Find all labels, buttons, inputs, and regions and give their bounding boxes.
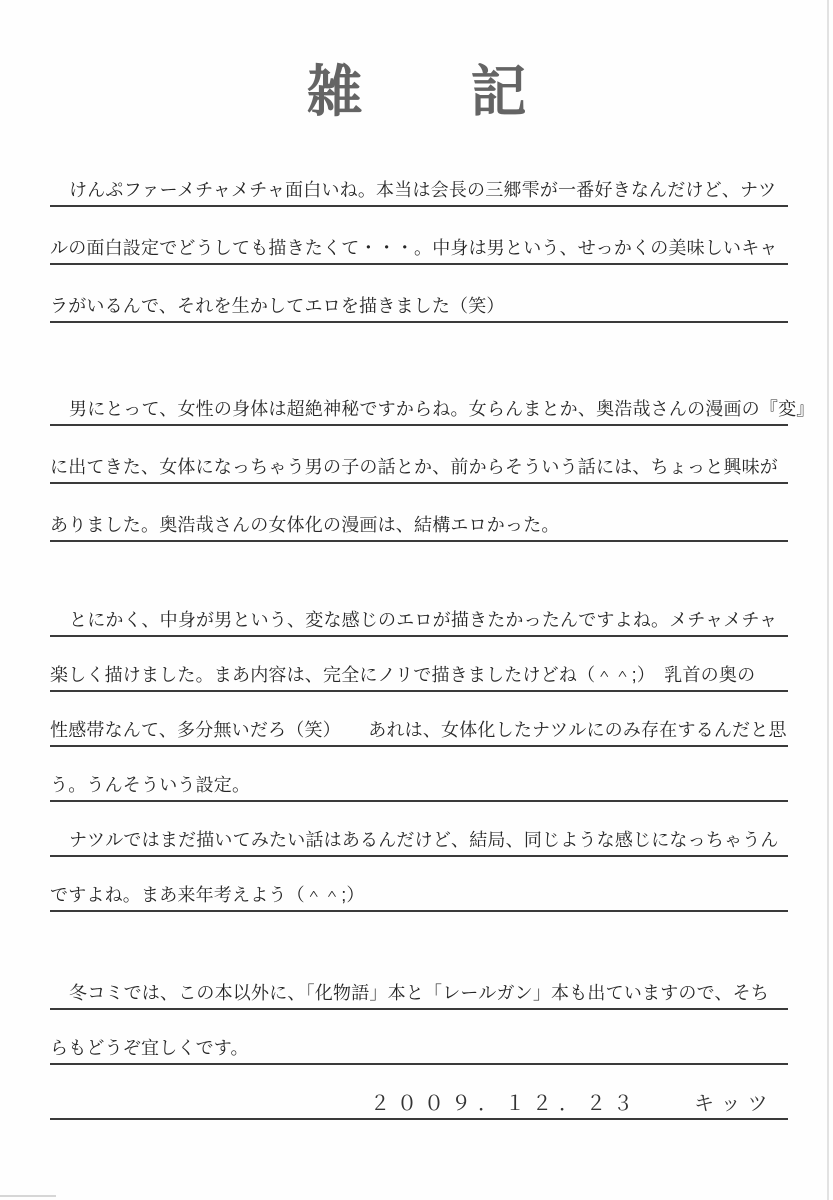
text-line: う。うんそういう設定。: [50, 775, 251, 796]
text-line: ですよね。まあ来年考えよう（＾＾;）: [50, 885, 365, 906]
text-line: 楽しく描けました。まあ内容は、完全にノリで描きましたけどね（＾＾;） 乳首の奥の: [50, 665, 756, 686]
ruled-line: [50, 582, 788, 637]
ruled-line: [50, 207, 788, 265]
scan-edge-right: [827, 0, 829, 1200]
text-line: ルの面白設定でどうしても描きたくて・・・。中身は男という、せっかくの美味しいキャ: [50, 238, 778, 259]
text-line: に出てきた、女体になっちゃう男の子の話とか、前からそういう話には、ちょっと興味が: [50, 457, 778, 478]
paragraph-5-and-date: [50, 955, 788, 1120]
ruled-line: [50, 747, 788, 802]
text-line: とにかく、中身が男という、変な感じのエロが描きたかったんですよね。メチャメチャ: [69, 610, 778, 631]
paragraph-3-and-4: [50, 582, 788, 912]
ruled-line: [50, 1010, 788, 1065]
text-line: 性感帯なんて、多分無いだろ（笑） あれは、女体化したナツルにのみ存在するんだと思: [50, 720, 787, 741]
paragraph-2: [50, 368, 815, 542]
date-signature: ２００９．１２．２３ キッツ: [370, 1091, 775, 1115]
ruled-line: [50, 802, 788, 857]
page-title: 雑 記: [306, 62, 553, 124]
ruled-line: [50, 955, 788, 1010]
ruled-line: [50, 857, 788, 912]
ruled-line: [50, 426, 788, 484]
ruled-line: [50, 265, 788, 323]
ruled-line: [50, 149, 788, 207]
ruled-line: [50, 368, 815, 426]
text-line: ラがいるんで、それを生かしてエロを描きました（笑）: [50, 296, 505, 317]
scan-artifact-bottom-left: [0, 1195, 56, 1197]
text-line: ありました。奥浩哉さんの女体化の漫画は、結構エロかった。: [50, 515, 560, 536]
ruled-line: [50, 1065, 788, 1120]
paragraph-1: [50, 149, 788, 323]
ruled-line: [50, 484, 788, 542]
ruled-line: [50, 637, 788, 692]
ruled-line: [50, 692, 788, 747]
text-line: 男にとって、女性の身体は超絶神秘ですからね。女らんまとか、奥浩哉さんの漫画の『変』: [69, 399, 815, 420]
text-line: 冬コミでは、この本以外に、「化物語」本と「レールガン」本も出ていますので、そち: [69, 983, 770, 1004]
text-line: けんぷファーメチャメチャ面白いね。本当は会長の三郷雫が一番好きなんだけど、ナツ: [69, 180, 777, 201]
text-line: らもどうぞ宜しくです。: [50, 1038, 249, 1059]
text-line: ナツルではまだ描いてみたい話はあるんだけど、結局、同じような感じになっちゃうん: [69, 830, 779, 851]
